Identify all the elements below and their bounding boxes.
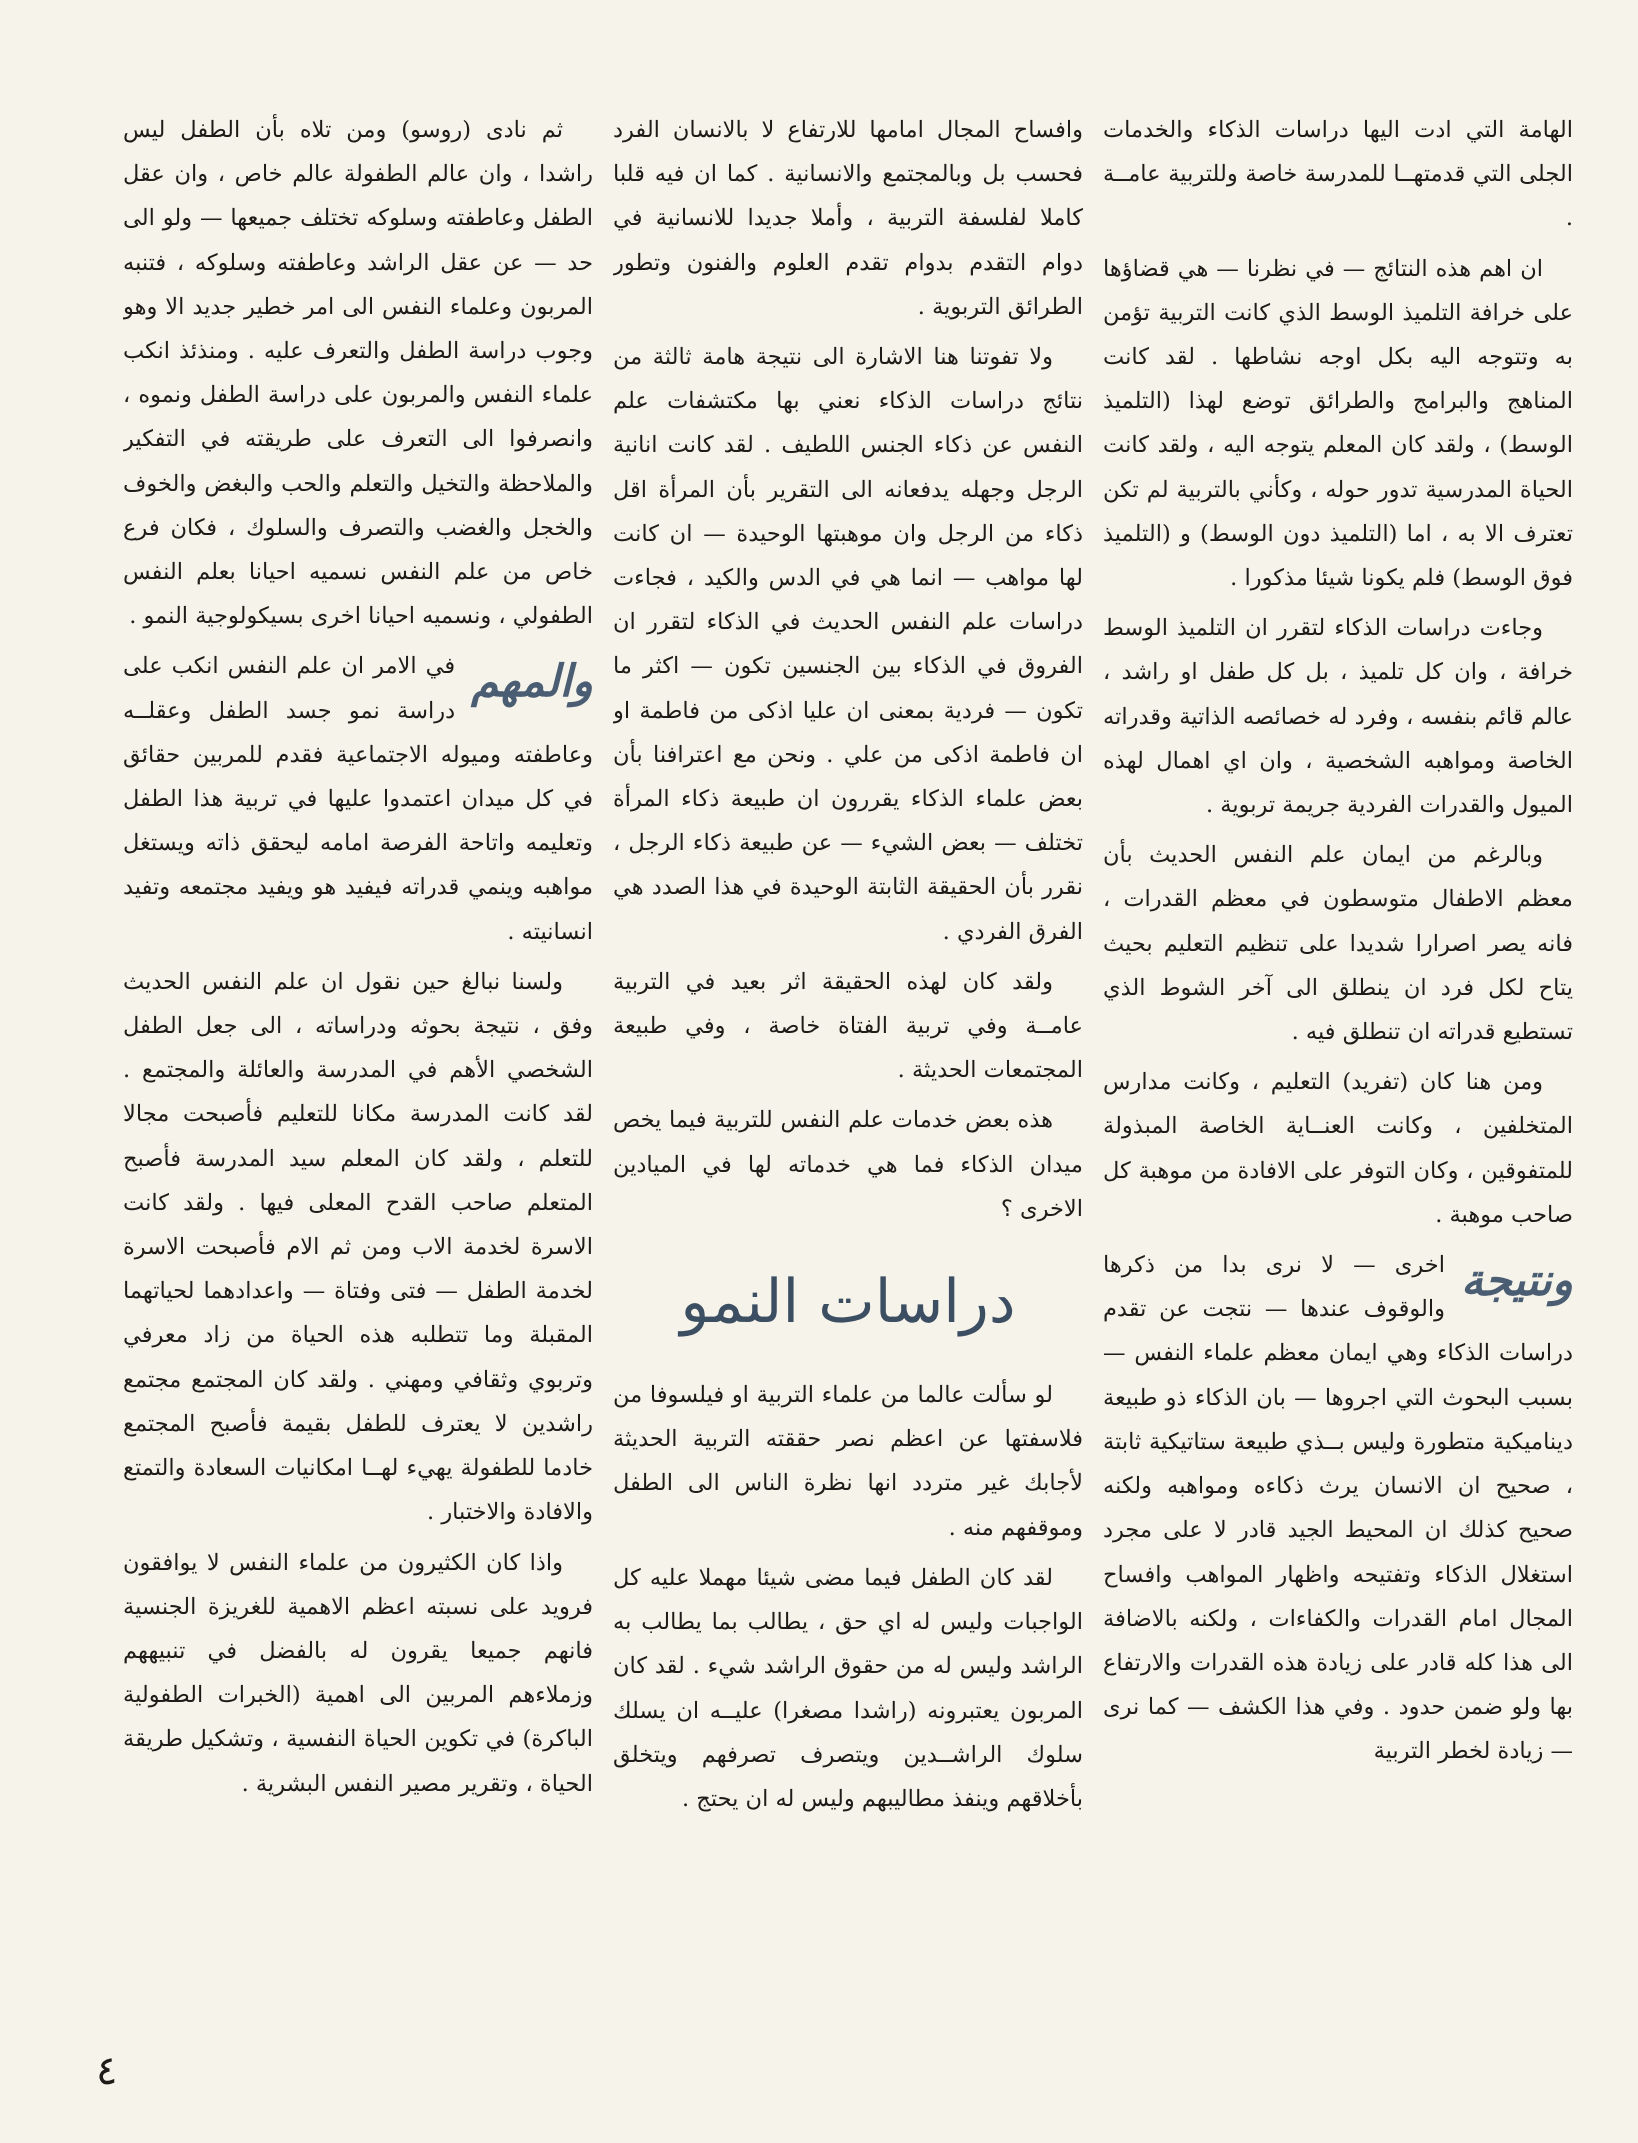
paragraph: وافساح المجال امامها للارتفاع لا بالانسان الفرد فحسب بل وبالمجتمع والانسانية . كما ان فيه قلبا كاملا لفلسفة التربية ، وأملا جديدا للانسانية في دوام التقدم بدوام تقدم العلوم والفنون وتطور الطرائق التربوية . (613, 117, 1083, 320)
paragraph-text: في الامر ان علم النفس انكب على دراسة نمو جسد الطفل وعقلــه وعاطفته وميوله الاجتماعية فقدم للمربين حقائق في كل ميدان اعتمدوا عليها في تربية هذا الطفل وتعليمه واتاحة الفرصة امامه ليحقق ذاته ويستغل مواهبه وينمي قدراته فيفيد هو ويفيد مجتمعه وتفيد انسانيته . (123, 653, 593, 945)
paragraph: وجاءت دراسات الذكاء لتقرر ان التلميذ الوسط خرافة ، وان كل تلميذ ، بل كل طفل او راشد ، عالم قائم بنفسه ، وفرد له خصائصه الذاتية وقدراته الخاصة ومواهبه الشخصية ، وان اي اهمال لهذه الميول والقدرات الفردية جريمة تربوية . (1103, 615, 1573, 819)
page-number: ٤ (96, 2048, 118, 2094)
text-column-middle (613, 108, 1083, 2068)
drop-word: والمهم (471, 656, 593, 708)
paragraph: لقد كان الطفل فيما مضى شيئا مهملا عليه كل الواجبات وليس له اي حق ، يطالب بما يطالب به الراشد وليس له من حقوق الراشد شيء . لقد كان المربون يعتبرونه (راشدا مصغرا) عليــه ان يسلك سلوك الراشــدين ويتصرف تصرفهم ويتخلق بأخلاقهم وينفذ مطاليبهم وليس له ان يحتج . (613, 1564, 1083, 1812)
paragraph: وبالرغم من ايمان علم النفس الحديث بأن معظم الاطفال متوسطون في معظم القدرات ، فانه يصر اصرارا شديدا على تنظيم التعليم بحيث يتاح لكل فرد ان ينطلق الى آخر الشوط الذي تستطيع قدراته ان تنطلق فيه . (1103, 842, 1573, 1046)
text-column-left (123, 108, 593, 2068)
paragraph: ولقد كان لهذه الحقيقة اثر بعيد في التربية عامــة وفي تربية الفتاة خاصة ، وفي طبيعة المجتمعات الحديثة . (613, 968, 1083, 1084)
paragraph: الهامة التي ادت اليها دراسات الذكاء والخدمات الجلى التي قدمتهــا للمدرسة خاصة وللتربية عامــة . (1103, 117, 1573, 232)
paragraph-with-drop-word (1103, 1243, 1573, 1773)
drop-word: ونتيجة (1460, 1255, 1573, 1307)
paragraph: ومن هنا كان (تفريد) التعليم ، وكانت مدارس المتخلفين ، وكانت العنــاية الخاصة المبذولة للمتفوقين ، وكان التوفر على الافادة من موهبة كل صاحب موهبة . (1103, 1069, 1573, 1228)
paragraph: واذا كان الكثيرون من علماء النفس لا يوافقون فرويد على نسبته اعظم الاهمية للغريزة الجنسية فانهم جميعا يقرون له بالفضل في تنبيههم وزملاءهم المربين الى اهمية (الخبرات الطفولية الباكرة) في تكوين الحياة النفسية ، وتشكيل طريقة الحياة ، وتقرير مصير النفس البشرية . (123, 1549, 593, 1797)
paragraph: هذه بعض خدمات علم النفس للتربية فيما يخص ميدان الذكاء فما هي خدماته لها في الميادين الاخرى ؟ (613, 1107, 1083, 1222)
paragraph: لو سألت عالما من علماء التربية او فيلسوفا من فلاسفتها عن اعظم نصر حققته التربية الحديثة لأجابك غير متردد انها نظرة الناس الى الطفل وموقفهم منه . (613, 1382, 1083, 1541)
paragraph-text: اخرى — لا نرى بدا من ذكرها والوقوف عندها — نتجت عن تقدم دراسات الذكاء وهي ايمان معظم علماء النفس — بسبب البحوث التي اجروها — بان الذكاء ذو طبيعة ديناميكية متطورة وليس بــذي طبيعة ستاتيكية ثابتة ، صحيح ان الانسان يرث ذكاءه ومواهبه ولكنه صحيح كذلك ان المحيط الجيد قادر لا على مجرد استغلال الذكاء وتفتيحه واظهار المواهب وافساح المجال امام القدرات والكفاءات ، ولكنه بالاضافة الى هذا كله قادر على زيادة هذه القدرات والارتفاع بها ولو ضمن حدود . وفي هذا الكشف — كما نرى — زيادة لخطر التربية (1103, 1252, 1573, 1765)
paragraph: ولا تفوتنا هنا الاشارة الى نتيجة هامة ثالثة من نتائج دراسات الذكاء نعني بها مكتشفات علم النفس عن ذكاء الجنس اللطيف . لقد كانت انانية الرجل وجهله يدفعانه الى التقرير بأن المرأة اقل ذكاء من الرجل وان موهبتها الوحيدة — ان كانت لها مواهب — انما هي في الدس والكيد ، فجاءت دراسات علم النفس الحديث في الذكاء لتقرر ان الفروق في الذكاء بين الجنسين تكون — اكثر ما تكون — فردية بمعنى ان عليا اذكى من فاطمة او ان فاطمة اذكى من علي . ونحن مع اعترافنا بأن بعض علماء الذكاء يقررون ان طبيعة ذكاء المرأة تختلف — بعض الشيء — عن طبيعة ذكاء الرجل ، نقرر بأن الحقيقة الثابتة الوحيدة في هذا الصدد هي الفرق الفردي . (613, 344, 1083, 945)
paragraph-with-drop-word (123, 644, 593, 953)
text-column-right (1103, 108, 1573, 2068)
paragraph: ولسنا نبالغ حين نقول ان علم النفس الحديث وفق ، نتيجة بحوثه ودراساته ، الى جعل الطفل الشخصي الأهم في المدرسة والعائلة والمجتمع . لقد كانت المدرسة مكانا للتعليم فأصبحت مجالا للتعلم ، ولقد كان المعلم سيد المدرسة فأصبح المتعلم صاحب القدح المعلى فيها . ولقد كانت الاسرة لخدمة الاب ومن ثم الام فأصبحت الاسرة لخدمة الطفل — فتى وفتاة — واعدادهما لحياتهما المقبلة وما تتطلبه هذه الحياة من زاد معرفي وتربوي وثقافي ومهني . ولقد كان المجتمع مجتمع راشدين لا يعترف للطفل بقيمة فأصبح المجتمع خادما للطفولة يهيء لهــا امكانيات السعادة والتمتع والافادة والاختبار . (123, 968, 593, 1526)
paragraph: ان اهم هذه النتائج — في نظرنا — هي قضاؤها على خرافة التلميذ الوسط الذي كانت التربية تؤمن به وتتوجه اليه بكل اوجه نشاطها . لقد كانت المناهج والبرامج والطرائق توضع لهذا (التلميذ الوسط) ، ولقد كان المعلم يتوجه اليه ، ولقد كانت الحياة المدرسية تدور حوله ، وكأني بالتربية لم تكن تعترف الا به ، اما (التلميذ دون الوسط) و (التلميذ فوق الوسط) فلم يكونا شيئا مذكورا . (1103, 255, 1573, 592)
paragraph: ثم نادى (روسو) ومن تلاه بأن الطفل ليس راشدا ، وان عالم الطفولة عالم خاص ، وان عقل الطفل وعاطفته وسلوكه تختلف جميعها — ولو الى حد — عن عقل الراشد وعاطفته وسلوكه ، فتنبه المربون وعلماء النفس الى امر خطير جديد الا وهو وجوب دراسة الطفل والتعرف عليه . ومنذئذ انكب علماء النفس والمربون على دراسة الطفل ونموه ، وانصرفوا الى التعرف على طريقته في التفكير والملاحظة والتخيل والتعلم والحب والبغض والخوف والخجل والغضب والتصرف والسلوك ، فكان فرع خاص من علم النفس نسميه احيانا بعلم النفس الطفولي ، ونسميه احيانا اخرى بسيكولوجية النمو . (123, 117, 593, 630)
section-heading: دراسات النمو (680, 1267, 1016, 1338)
